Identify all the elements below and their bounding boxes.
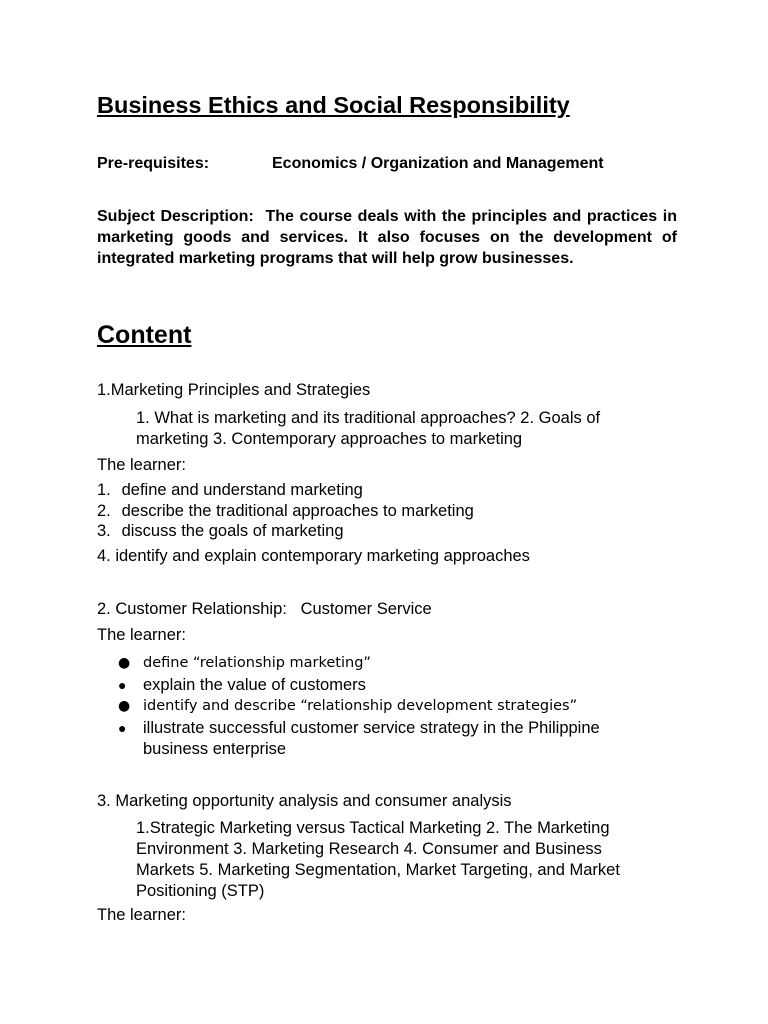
- section1-learner-label: The learner:: [97, 456, 186, 474]
- section1-objectives: [97, 480, 474, 542]
- document-title: Business Ethics and Social Responsibility: [97, 92, 570, 118]
- list-item: 3. discuss the goals of marketing: [97, 522, 344, 540]
- subject-description-label: Subject Description:: [97, 208, 254, 225]
- list-item: ● define “relationship marketing”: [118, 655, 371, 671]
- list-item: ● identify and describe “relationship development strategies”: [118, 698, 578, 714]
- list-item: ● illustrate successful customer service strategy in the Philippine business enterprise: [118, 718, 600, 758]
- section1-objective-4: 4. identify and explain contemporary marketing approaches: [97, 547, 530, 565]
- section1-topics: 1. What is marketing and its traditional approaches? 2. Goals of marketing 3. Contemporary approaches to marketing: [136, 409, 601, 448]
- list-item: ● explain the value of customers: [118, 675, 366, 694]
- prerequisites-label: Pre-requisites:: [97, 155, 210, 172]
- section2-title: 2. Customer Relationship: Customer Service: [97, 600, 432, 618]
- list-item: 2. describe the traditional approaches to marketing: [97, 501, 474, 520]
- content-heading: Content: [97, 321, 192, 349]
- section2-bullets: [118, 653, 638, 761]
- subject-description: [97, 206, 677, 269]
- section3-learner-label: The learner:: [97, 906, 186, 924]
- prerequisites-value: Economics / Organization and Management: [272, 155, 604, 172]
- section2-learner-label: The learner:: [97, 626, 186, 644]
- section1-title: 1.Marketing Principles and Strategies: [97, 381, 371, 399]
- section3-topics: 1.Strategic Marketing versus Tactical Marketing 2. The Marketing Environment 3. Marketing Research 4. Consumer and Business Markets 5. Marketing Segmentation, Market Targeting, and Market Positioning (STP): [136, 819, 620, 900]
- section3-title: 3. Marketing opportunity analysis and consumer analysis: [97, 792, 512, 810]
- subject-description-text: The course deals with the principles and practices in marketing goods and services. It also focuses on the development of integrated marketing programs that will help grow businesses.: [97, 208, 678, 267]
- list-item: 1. define and understand marketing: [97, 481, 363, 499]
